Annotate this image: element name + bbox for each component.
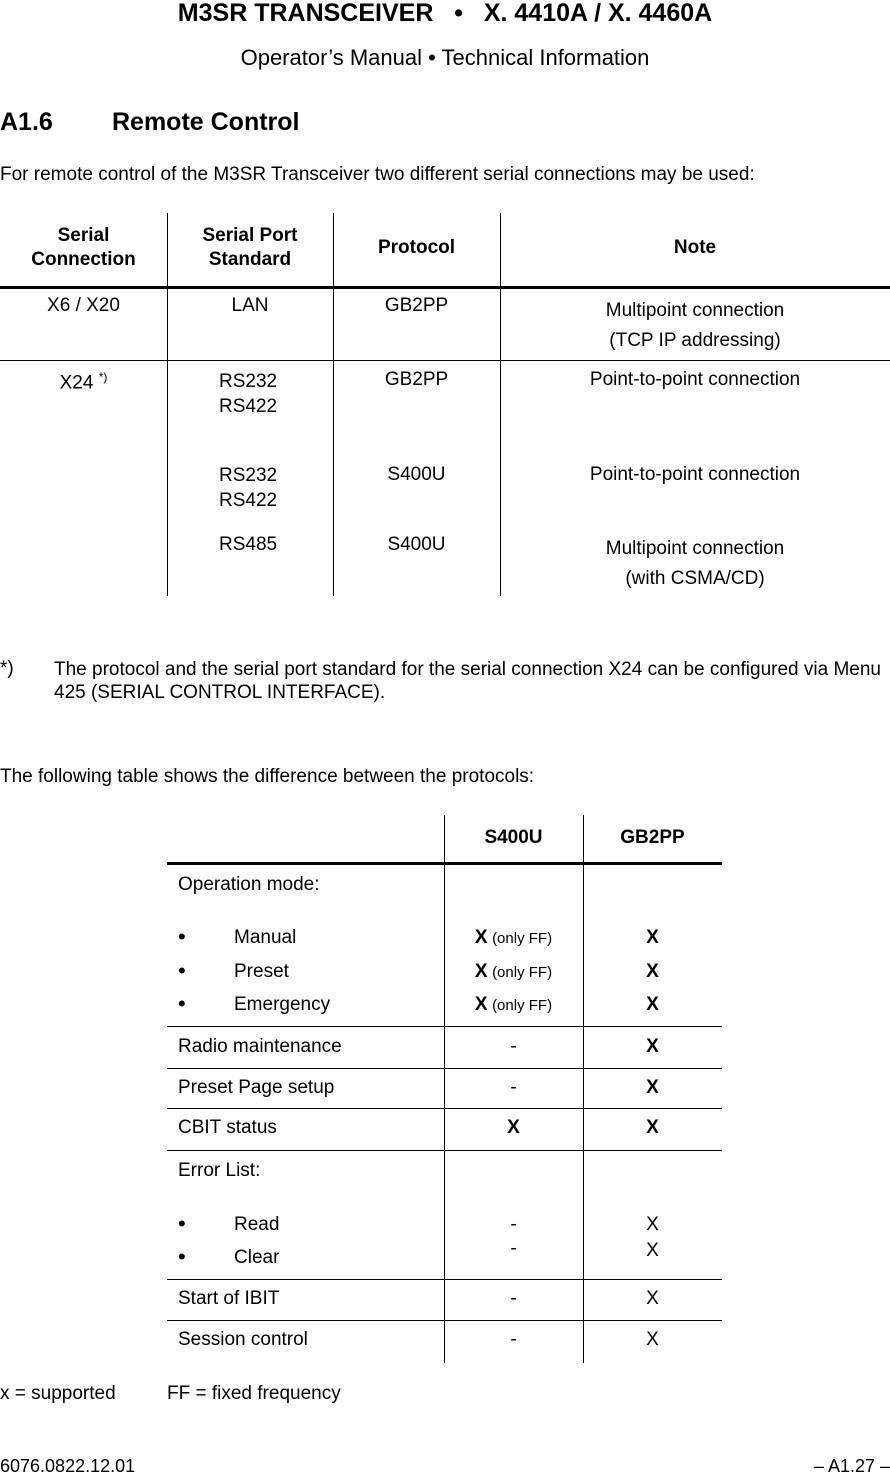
footnote-marker: *): [0, 658, 14, 679]
row-rule: [167, 1279, 722, 1280]
cell-port: LAN: [231, 295, 269, 316]
cell-protocol: S400U: [387, 464, 446, 485]
cell-connection: X6 / X20: [47, 295, 120, 316]
cell-s400u: X (only FF): [474, 994, 553, 1015]
bullet-icon: •: [178, 1211, 186, 1236]
footer-doc-number: 6076.0822.12.01: [0, 1456, 136, 1476]
cell-gb2pp: X: [646, 1214, 659, 1235]
cell-port: RS232 RS422: [219, 465, 278, 511]
cell-gb2pp: X: [646, 1036, 659, 1057]
row-rule: [167, 1150, 722, 1151]
cell-protocol: GB2PP: [384, 369, 449, 390]
cell-s400u: X: [507, 1117, 520, 1138]
cell-gb2pp: X: [646, 1117, 659, 1138]
row-label: Error List:: [178, 1160, 261, 1181]
intro-paragraph: For remote control of the M3SR Transceiver two different serial connections may be used:: [0, 164, 755, 185]
cell-gb2pp: X: [646, 961, 659, 982]
bullet-icon: •: [178, 924, 186, 949]
cell-note: Point-to-point connection: [589, 464, 801, 485]
header-serial-connection: Serial Connection: [31, 225, 136, 270]
header-protocol: Protocol: [377, 237, 456, 258]
bullet-icon: •: [178, 991, 186, 1016]
cell-s400u: X (only FF): [474, 927, 553, 948]
bullet-icon: •: [178, 958, 186, 983]
section-title: Remote Control: [112, 108, 300, 136]
cell-gb2pp: X: [646, 1240, 659, 1261]
row-label: CBIT status: [178, 1117, 277, 1138]
header-rule: [167, 862, 722, 865]
row-rule: [167, 1026, 722, 1027]
cell-gb2pp: X: [646, 927, 659, 948]
row-label: Session control: [178, 1329, 308, 1350]
row-label: Radio maintenance: [178, 1036, 342, 1057]
cell-gb2pp: X: [646, 994, 659, 1015]
cell-note: Multipoint connection (TCP IP addressing): [605, 300, 785, 351]
cell-protocol: GB2PP: [384, 295, 449, 316]
footer-page-number: – A1.27 –: [813, 1456, 890, 1476]
row-label: Manual: [234, 927, 297, 948]
cell-note: Point-to-point connection: [589, 369, 801, 390]
cell-s400u: -: [510, 1214, 517, 1235]
header-rule: [0, 286, 890, 289]
cell-gb2pp: X: [646, 1329, 659, 1350]
cell-s400u: -: [510, 1238, 517, 1259]
legend-fixed-frequency: FF = fixed frequency: [167, 1383, 341, 1404]
row-rule: [167, 1068, 722, 1069]
row-label: Preset: [234, 961, 289, 982]
cell-gb2pp: X: [646, 1288, 659, 1309]
document-header-subtitle: Operator’s Manual • Technical Information: [240, 45, 650, 70]
section-number: A1.6: [0, 108, 53, 136]
row-label: Start of IBIT: [178, 1288, 280, 1309]
header-note: Note: [673, 237, 717, 258]
row-label: Operation mode:: [178, 874, 320, 895]
cell-gb2pp: X: [646, 1077, 659, 1098]
row-label: Preset Page setup: [178, 1077, 335, 1098]
bullet-icon: •: [178, 1244, 186, 1269]
cell-connection: X24 *): [59, 370, 108, 394]
cell-port: RS485: [219, 534, 278, 555]
row-rule: [167, 1320, 722, 1321]
legend-supported: x = supported: [0, 1383, 116, 1404]
header-serial-port-standard: Serial Port Standard: [202, 225, 298, 270]
cell-s400u: -: [510, 1077, 517, 1098]
document-header-title: M3SR TRANSCEIVER • X. 4410A / X. 4460A: [177, 0, 713, 27]
row-label: Read: [234, 1214, 280, 1235]
cell-port: RS232 RS422: [219, 371, 278, 417]
cell-s400u: X (only FF): [474, 961, 553, 982]
row-label: Emergency: [234, 994, 331, 1015]
cell-protocol: S400U: [387, 534, 446, 555]
footnote-text: The protocol and the serial port standard for the serial connection X24 can be configured via Menu 425 (SERIAL CONTROL INTERFACE).: [54, 659, 882, 703]
cell-note: Multipoint connection (with CSMA/CD): [605, 538, 785, 589]
header-s400u: S400U: [484, 827, 543, 848]
row-rule: [167, 1108, 722, 1109]
cell-s400u: -: [510, 1288, 517, 1309]
cell-s400u: -: [510, 1036, 517, 1057]
compare-intro: The following table shows the difference between the protocols:: [0, 766, 535, 787]
row-rule: [0, 360, 890, 361]
header-gb2pp: GB2PP: [620, 827, 685, 848]
cell-s400u: -: [510, 1329, 517, 1350]
row-label: Clear: [234, 1247, 280, 1268]
